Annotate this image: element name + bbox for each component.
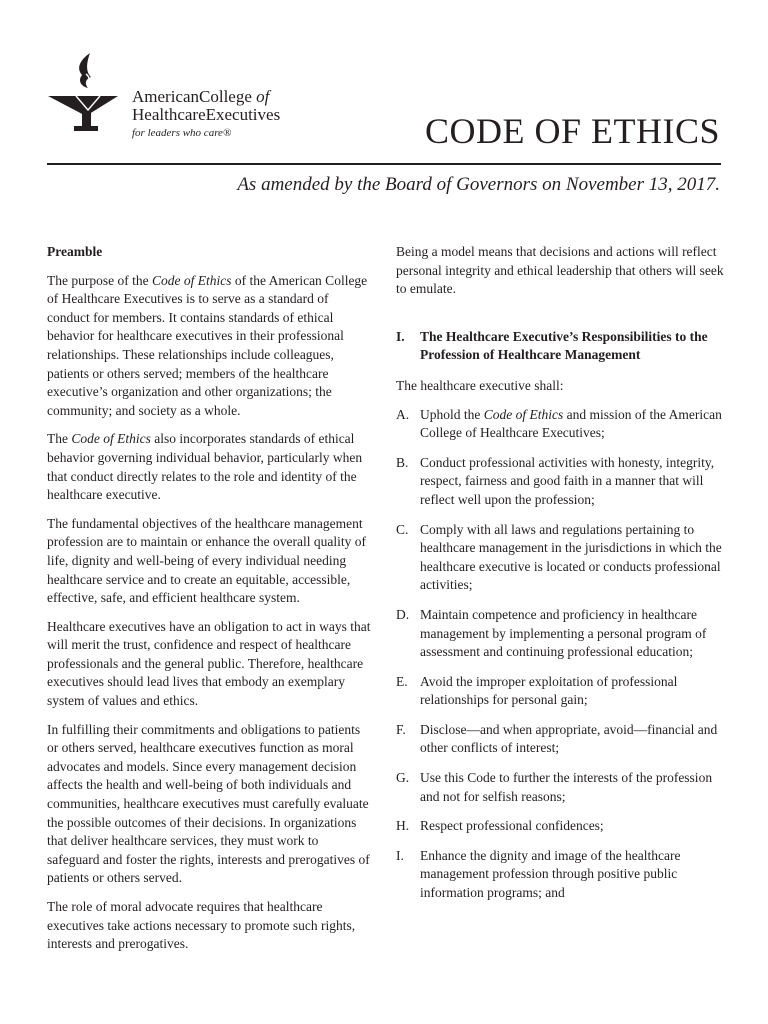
list-item: F. Disclose—and when appropriate, avoid—financial and other conflicts of interest; [396,721,718,756]
org-name-of: of [256,87,270,106]
section-number: I. [396,328,405,344]
section-heading [396,328,724,365]
list-item: C. Comply with all laws and regulations pertaining to healthcare management in the jurisdictions in which the healthcare executive is located or conducts professional activities; [396,521,722,593]
organization-name [132,88,280,139]
list-item: I. Enhance the dignity and image of the healthcare management profession through positive public information programs; and [396,847,681,901]
document-title: CODE OF ETHICS [424,111,720,151]
list-item: H. Respect professional confidences; [396,818,604,834]
tagline: for leaders who care® [132,127,232,139]
responsibilities-list [396,406,724,903]
preamble-paragraph-5: In fulfilling their commitments and obligations to patients or others served, healthcare executives function as moral advocates and models. Since every management decision affects the health and well-being of both individuals and communities, healthcare executives must carefully evaluate the possible outcomes of their decisions. In organizations that deliver healthcare services, they must work to safeguard and foster the rights, interests and prerogatives of patients or others served. [47,721,370,886]
list-item: G. Use this Code to further the interests of the profession and not for selfish reasons; [396,770,713,804]
ache-logo-icon [46,50,136,135]
org-name-line1: AmericanCollege [132,87,252,106]
preamble-paragraph-4: Healthcare executives have an obligation to act in ways that will merit the trust, confidence and respect of healthcare professionals and the general public. Therefore, healthcare executives should lead lives that embody an exemplary system of values and ethics. [47,618,371,709]
preamble-heading: Preamble [47,244,103,259]
preamble-paragraph-2: The Code of Ethics also incorporates standards of ethical behavior governing individual behavior, particularly when that conduct directly relates to the role and identity of the healthcare executive. [47,431,363,503]
section-lead: The healthcare executive shall: [396,377,564,393]
amended-note: As amended by the Board of Governors on November 13, 2017. [237,174,720,195]
list-item: A. Uphold the Code of Ethics and mission of the American College of Healthcare Executives; [396,406,722,441]
preamble-paragraph-6: The role of moral advocate requires that healthcare executives take actions necessary to promote such rights, interests and prerogatives. [47,899,356,952]
list-item: D. Maintain competence and proficiency in healthcare management by implementing a personal program of assessment and continuing professional education; [396,606,707,660]
section-title: The Healthcare Executive’s Responsibilities to the Profession of Healthcare Management [420,328,708,363]
org-name-line2: HealthcareExecutives [132,105,281,124]
header-divider [47,163,721,165]
list-item: B. Conduct professional activities with honesty, integrity, respect, fairness and good faith in a manner that will reflect well upon the profession; [396,454,715,507]
preamble-paragraph-3: The fundamental objectives of the healthcare management profession are to maintain or enhance the overall quality of life, dignity and well-being of every individual needing healthcare service and to create an equitable, accessible, effective, safe, and efficient healthcare system. [47,515,367,606]
list-item: E. Avoid the improper exploitation of professional relationships for personal gain; [396,673,678,708]
model-paragraph: Being a model means that decisions and actions will reflect personal integrity and ethical leadership that others will seek to emulate. [396,244,724,297]
right-column [396,243,724,914]
left-column [47,243,374,964]
preamble-paragraph-1: The purpose of the Code of Ethics of the American College of Healthcare Executives is to serve as a standard of conduct for members. It contains standards of ethical behavior for healthcare executives in their professional relationships. These relationships include colleagues, patients or others served; members of the healthcare executive’s organization and other organizations; the community; and society as a whole. [47,272,368,418]
